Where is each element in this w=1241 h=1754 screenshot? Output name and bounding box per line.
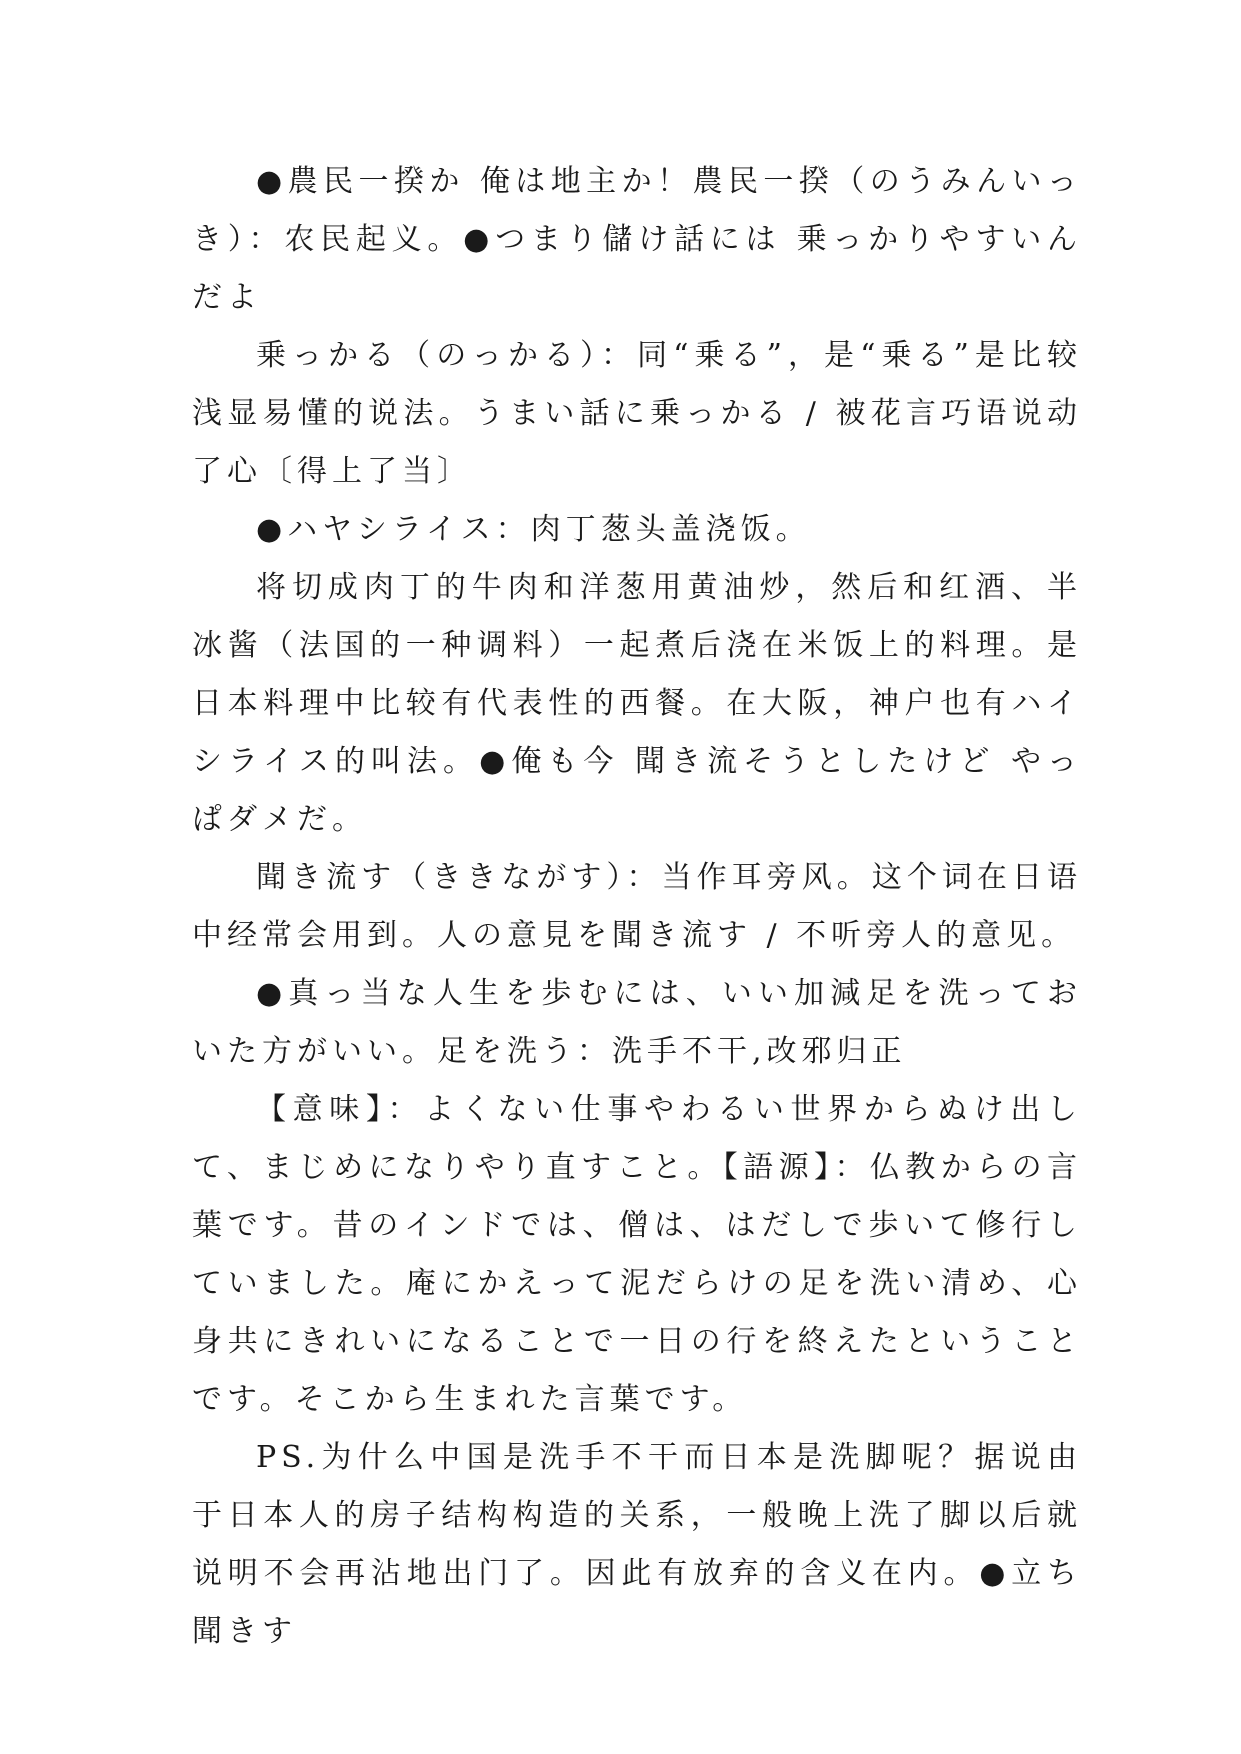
paragraph: ●農民一揆か 俺は地主か！農民一揆（のうみんいっき）：农民起义。●つまり儲け話には 乗っかりやすいんだよ	[192, 164, 1082, 315]
paragraph: ●真っ当な人生を歩むには、いい加減足を洗っておいた方がいい。足を洗う：洗手不干,改邪归正	[192, 976, 1082, 1069]
paragraph: 将切成肉丁的牛肉和洋葱用黄油炒，然后和红酒、半冰酱（法国的一种调料）一起煮后浇在米饭上的料理。是日本料理中比较有代表性的西餐。在大阪，神户也有ハイシライス的叫法。●俺も今 聞き流そうとしたけど やっぱダメだ。	[192, 570, 1082, 837]
paragraph: 聞き流す（ききながす）：当作耳旁风。这个词在日语中经常会用到。人の意見を聞き流す / 不听旁人的意见。	[192, 860, 1082, 953]
paragraph: ●ハヤシライス：肉丁葱头盖浇饭。	[256, 512, 811, 547]
paragraph: PS.为什么中国是洗手不干而日本是洗脚呢？据说由于日本人的房子结构构造的关系，一般晚上洗了脚以后就说明不会再沾地出门了。因此有放弃的含义在内。●立ち聞きす	[192, 1440, 1082, 1649]
document-body	[192, 153, 1082, 1661]
paragraph: 乗っかる（のっかる）：同“乗る”，是“乗る”是比较浅显易懂的说法。うまい話に乗っかる / 被花言巧语说动了心〔得上了当〕	[192, 338, 1082, 489]
paragraph: 【意味】：よくない仕事やわるい世界からぬけ出して、まじめになりやり直すこと。【語源】：仏教からの言葉です。昔のインドでは、僧は、はだしで歩いて修行していました。庵にかえって泥だらけの足を洗い清め、心身共にきれいになることで一日の行を終えたということです。そこから生まれた言葉です。	[192, 1092, 1082, 1417]
